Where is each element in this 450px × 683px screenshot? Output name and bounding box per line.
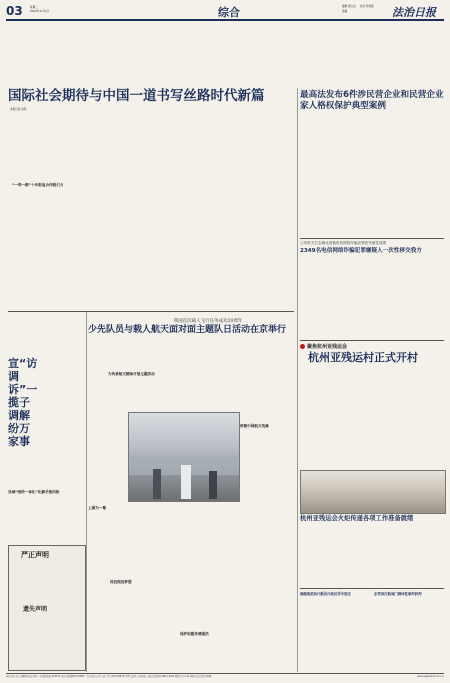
right-bottom-body-col1 [300,367,370,467]
side-story-body [32,357,84,447]
banner-text: 聚焦杭州亚残运会 [307,344,348,350]
photo-person-1 [153,469,161,499]
brand-logo: 法治日报 [392,6,436,19]
lead-body-col2 [92,115,154,315]
header-rule [6,19,444,21]
right-mid-kicker: 公安机关打击缅北涉我电信网络诈骗犯罪获突破性战果 [300,241,387,245]
bottom-body-right [374,597,444,669]
side-story-title: 宣“访调诉”一揽子调解纷万家事 [8,357,38,448]
lead-headline: 国际社会期待与中国一道书写丝路时代新篇 [8,88,265,104]
main-body-lower3 [232,500,294,672]
lead-body-col4 [224,115,294,315]
asian-para-games-banner [300,343,444,350]
photo-person-2 [181,465,191,499]
masthead [6,4,444,18]
main-headline: 少先队员与载人航天面对面主题队日活动在京举行 [88,325,287,335]
bottom-head-left: 珈伽取消执行新民行政处罚令规定 [300,592,351,596]
lead-subhead: “一带一路”十年彰显合作吸引力 [12,183,64,187]
banner-icon [300,344,305,349]
right-top-body-col2 [374,116,444,236]
side-story-body-3 [8,497,84,542]
proof-credit: 校对 原鸿建 [360,5,374,8]
right-bottom-headline: 杭州亚残运村正式开村 [308,351,418,364]
notice-box [8,545,86,671]
main-body-lower1 [88,512,160,672]
main-body-lower2 [164,500,228,672]
page-number: 03 [6,4,23,18]
footer-url: www.legaldaily.com.cn [416,675,444,678]
footer-text: 本社社址:北京市朝阳区花家地甲一号 邮政编码:100102 电话:编辑部84772888 广告许可证:京西工商广登字20170084号 零售:每份1元 国内统一连续出版物号:CN11-0069 邮发代号:1-40 印刷:法治日报社印刷厂 [6,675,213,678]
right-mid-rule [300,340,444,341]
right-mid-body-col2 [374,258,444,338]
footer-rule [6,673,444,674]
main-subhead-3: 科技照亮梦想 [110,580,132,584]
lead-byline: 本报记者 赵阳 [10,108,27,111]
right-bottom-body-col3 [300,526,370,586]
right-bottom-rule [300,588,444,589]
bottom-body-left [300,597,370,669]
section-title: 综合 [218,6,240,19]
lead-body-col1 [8,115,88,315]
right-mid-headline: 2349名电信网络诈骗犯罪嫌疑人一次性移交我方 [300,248,422,254]
side-story-subhead: 县城“两所一体化”化解矛盾纠纷 [8,490,60,494]
notice-title: 严正声明 [21,551,49,559]
main-body-col3 [224,340,294,410]
design-credit: 美编 [342,10,348,13]
column-divider-left [86,312,87,672]
bottom-head-right: 东莞再打新闻门群体性事件研判 [374,592,422,596]
main-kicker: 我国首次载人飞行任务成功20周年 [173,319,243,324]
main-subhead-1: 为传承航天精神开展主题活动 [108,372,155,376]
right-top-body-col1 [300,116,370,236]
photo-caption [240,440,294,496]
notice-sub: 遗失声明 [23,606,48,613]
photo-person-3 [209,471,217,499]
main-subhead-4: 保护和服务增强活 [180,632,209,636]
right-bottom-body-col2 [374,367,444,467]
right-bottom-headline-2: 杭州亚残运会火炬传递各项工作准备就绪 [300,515,414,522]
editor-credit: 编辑 唐立东 [342,5,356,8]
side-story-intro [8,316,70,356]
side-story-body-2 [8,450,84,488]
right-bottom-photo [300,470,446,514]
lead-body-col3 [158,115,220,315]
notice-body [13,560,81,600]
notice-sub-body [13,614,81,666]
date-weekday: 星期二 [30,6,38,9]
right-mid-body-col1 [300,258,370,338]
right-top-rule [300,238,444,239]
date-full: 2022年11月1日 [30,10,50,13]
right-top-headline: 最高法发布6件涉民营企业和民营企业家人格权保护典型案例 [300,90,444,111]
column-divider-right [297,88,298,672]
right-bottom-body-col4 [374,526,444,586]
lead-bottom-rule [8,311,294,312]
caption-head: 上图为一幕 [88,506,106,510]
main-subhead-2: 致敬中国航天英雄 [240,424,269,428]
main-photo [128,412,240,502]
